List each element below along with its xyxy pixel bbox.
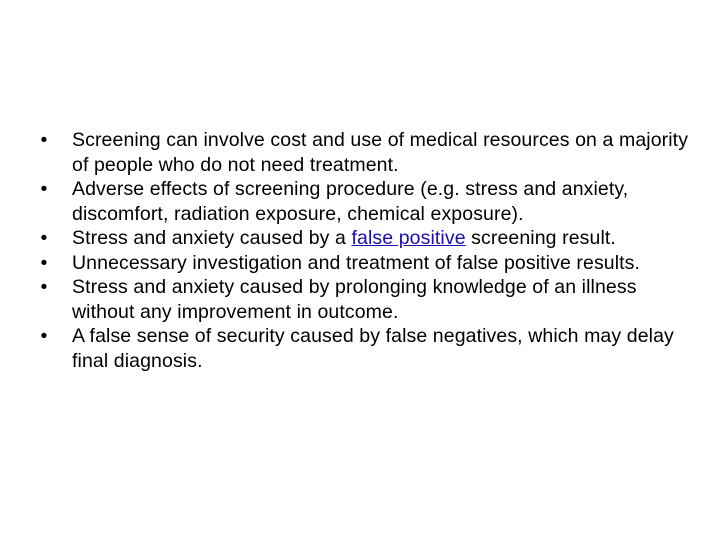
bullet-marker: • [40, 129, 48, 151]
bullet-text: Stress and anxiety caused by prolonging knowledge of an illness without any improvement in outcome. [72, 276, 637, 323]
bullet-item [36, 128, 696, 177]
bullet-item [36, 226, 696, 251]
bullet-text-before-link: Stress and anxiety caused by a [72, 227, 352, 249]
bullet-item [36, 177, 696, 226]
bullet-text-after-link: screening result. [465, 227, 616, 249]
bullet-text: A false sense of security caused by false negatives, which may delay final diagnosis. [72, 325, 674, 372]
bullet-marker: • [40, 276, 48, 298]
bullet-marker: • [40, 178, 48, 200]
false-positive-link[interactable]: false positive [351, 227, 466, 249]
bullet-item [36, 324, 696, 373]
bullet-marker: • [40, 325, 48, 347]
bullet-item [36, 275, 696, 324]
bullet-text: Screening can involve cost and use of medical resources on a majority of people who do not need treatment. [72, 129, 689, 176]
bullet-text: Adverse effects of screening procedure (e.g. stress and anxiety, discomfort, radiation exposure, chemical exposure). [72, 178, 629, 225]
bullet-marker: • [40, 251, 48, 274]
bullet-item [36, 251, 696, 276]
bullet-text: Unnecessary investigation and treatment of false positive results. [72, 251, 641, 274]
bullet-list [36, 128, 696, 373]
bullet-marker: • [40, 227, 48, 249]
